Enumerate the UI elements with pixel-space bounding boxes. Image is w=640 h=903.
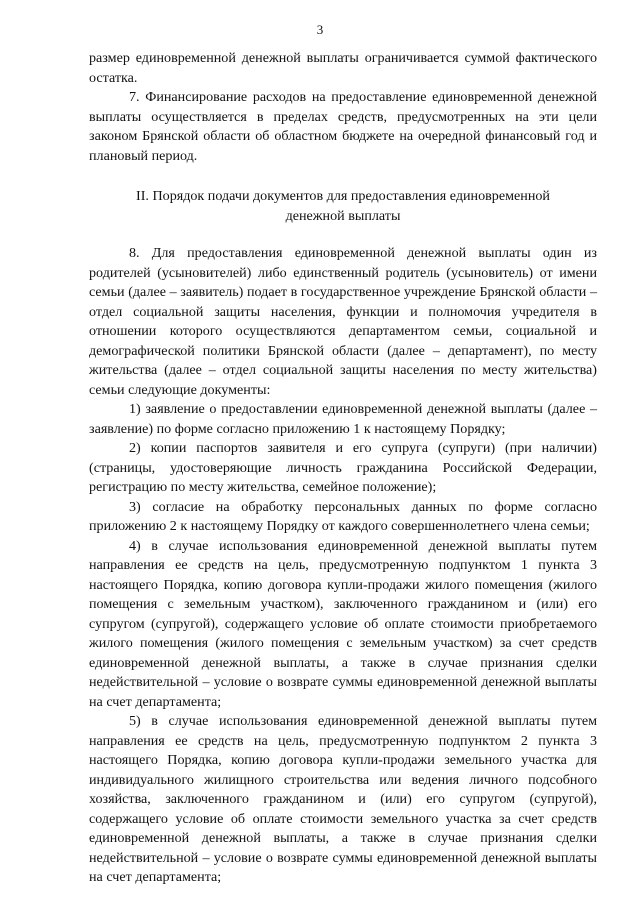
section-heading-line-1: II. Порядок подачи документов для предоставления единовременной	[136, 188, 550, 204]
list-item-2: 2) копии паспортов заявителя и его супруга (супруги) (при наличии) (страницы, удостоверяющие личность гражданина Российской Федерации, регистрацию по месту жительства, семейное положение);	[89, 440, 597, 495]
page-number: 3	[316, 22, 324, 37]
list-item-5: 5) в случае использования единовременной денежной выплаты путем направления ее средств на цель, предусмотренную подпунктом 2 пункта 3 настоящего Порядка, копию договора купли-продажи земельного участка для индивидуального жилищного строительства или ведения личного подсобного хозяйства, заключенного гражданином и (или) его супругом (супругой), содержащего условие об оплате стоимости земельного участка за счет средств единовременной денежной выплаты, а также в случае признания сделки недействительной – условие о возврате суммы единовременной денежной выплаты на счет департамента;	[89, 713, 597, 885]
list-item-3: 3) согласие на обработку персональных данных по форме согласно приложению 2 к настоящему Порядку от каждого совершеннолетнего члена семьи;	[89, 498, 597, 534]
section-heading	[89, 187, 597, 226]
list-item-1: 1) заявление о предоставлении единовременной денежной выплаты (далее – заявление) по форме согласно приложению 1 к настоящему Порядку;	[89, 401, 597, 437]
document-body	[89, 49, 597, 888]
paragraph-item-7: 7. Финансирование расходов на предоставление единовременной денежной выплаты осуществляется в пределах средств, предусмотренных на эти цели законом Брянской области об областном бюджете на очередной финансовый год и плановый период.	[89, 89, 597, 164]
list-item-4: 4) в случае использования единовременной денежной выплаты путем направления ее средств на цель, предусмотренную подпунктом 1 пункта 3 настоящего Порядка, копию договора купли-продажи жилого помещения (жилого помещения с земельным участком), заключенного гражданином и (или) его супругом (супругой), содержащего условие об оплате стоимости приобретаемого жилого помещения (жилого помещения с земельным участком) за счет средств единовременной денежной выплаты, а также в случае признания сделки недействительной – условие о возврате суммы единовременной денежной выплаты на счет департамента;	[89, 537, 597, 710]
section-heading-line-2: денежной выплаты	[285, 207, 401, 224]
paragraph-continuation: размер единовременной денежной выплаты ограничивается суммой фактического остатка.	[89, 50, 597, 86]
paragraph-item-8: 8. Для предоставления единовременной денежной выплаты один из родителей (усыновителей) либо единственный родитель (усыновитель) от имени семьи (далее – заявитель) подает в государственное учреждение Брянской области – отдел социальной защиты населения, функции и полномочия учредителя в отношении которого осуществляются департаментом семьи, социальной и демографической политики Брянской области (далее – департамент), по месту жительства (далее – отдел социальной защиты населения по месту жительства) семьи следующие документы:	[89, 245, 597, 398]
